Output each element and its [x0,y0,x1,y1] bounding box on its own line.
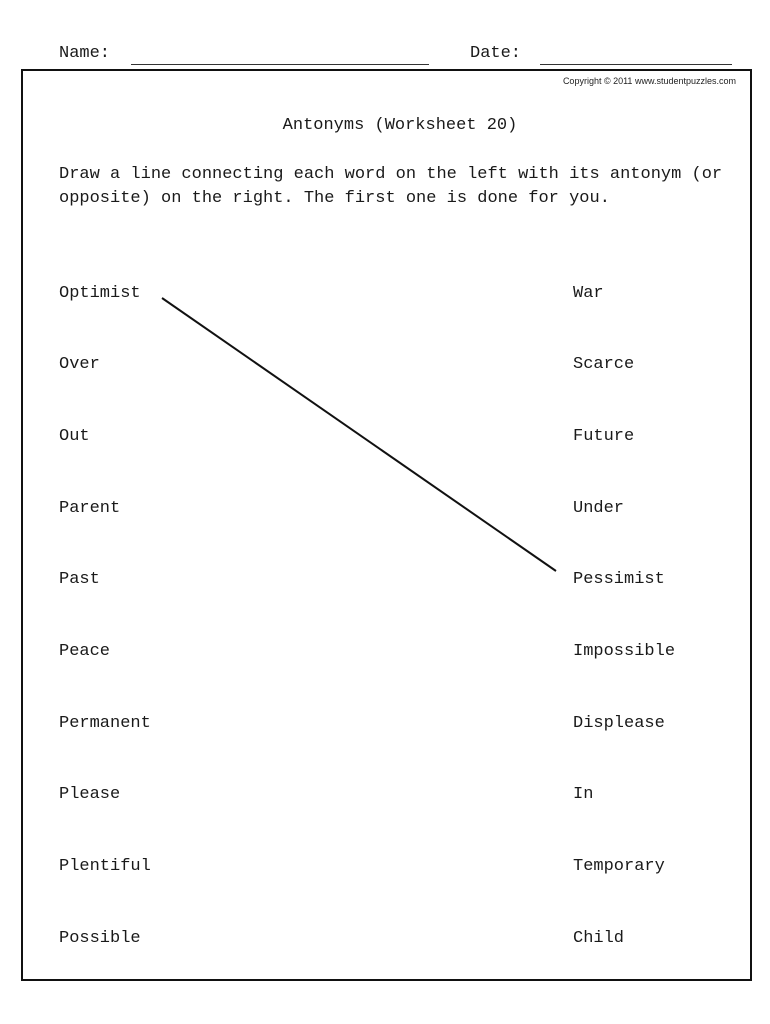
right-word[interactable]: Child [573,929,625,948]
left-word[interactable]: Please [59,785,121,804]
right-word[interactable]: Future [573,427,635,446]
copyright-notice: Copyright © 2011 www.studentpuzzles.com [562,76,736,86]
right-word[interactable]: Pessimist [573,570,665,589]
left-word[interactable]: Past [59,570,100,589]
left-word[interactable]: Plentiful [59,857,151,876]
name-blank-line[interactable] [131,64,429,65]
right-word[interactable]: Under [573,499,625,518]
name-label: Name: [59,44,111,63]
left-word[interactable]: Possible [59,929,141,948]
left-word[interactable]: Optimist [59,284,141,303]
right-word[interactable]: Displease [573,714,665,733]
right-word[interactable]: In [573,785,594,804]
worksheet-title: Antonyms (Worksheet 20) [282,116,518,135]
date-label: Date: [470,44,522,63]
right-word[interactable]: Temporary [573,857,665,876]
right-word[interactable]: Impossible [573,642,676,661]
left-word[interactable]: Peace [59,642,111,661]
right-word[interactable]: Scarce [573,355,635,374]
left-word[interactable]: Out [59,427,90,446]
instructions: Draw a line connecting each word on the left with its antonym (or opposite) on the right. The first one is done for you. [59,165,723,208]
date-blank-line[interactable] [540,64,732,65]
right-word[interactable]: War [573,284,604,303]
left-word[interactable]: Over [59,355,100,374]
left-word[interactable]: Permanent [59,714,151,733]
left-word[interactable]: Parent [59,499,121,518]
